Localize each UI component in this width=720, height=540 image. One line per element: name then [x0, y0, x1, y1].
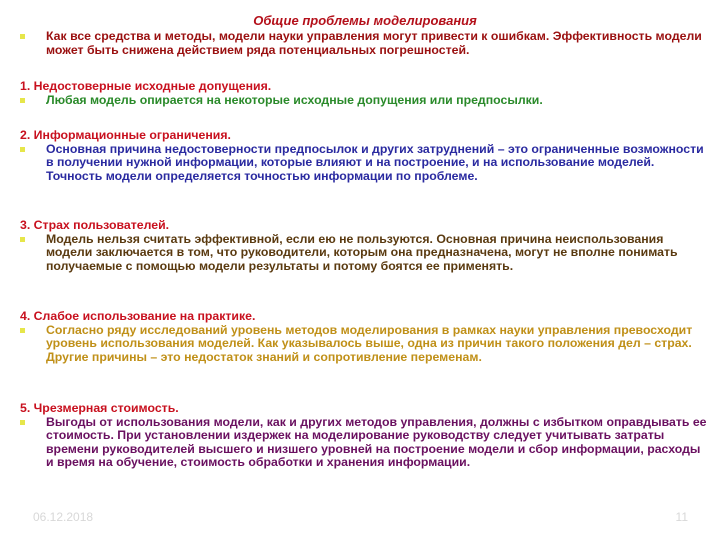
- section-5: [20, 402, 710, 470]
- section-heading: 4. Слабое использование на практике.: [20, 309, 256, 323]
- bullet-icon: [20, 237, 25, 242]
- section-text: Модель нельзя считать эффективной, если ею не пользуются. Основная причина неиспользования модели заключается в том, что руководители, которым она предназначена, могут не вполне понимать получаемые с помощью модели результаты и потому боятся ее применять.: [46, 231, 678, 273]
- section-3: [20, 219, 710, 273]
- bullet-icon: [20, 147, 25, 152]
- section-text: Любая модель опирается на некоторые исходные допущения или предпосылки.: [46, 92, 543, 107]
- section-4: [20, 310, 710, 364]
- section-heading: 5. Чрезмерная стоимость.: [20, 401, 179, 415]
- intro-block: [20, 30, 710, 57]
- section-heading: 2. Информационные ограничения.: [20, 128, 231, 142]
- bullet-icon: [20, 98, 25, 103]
- page-number: 11: [675, 510, 688, 524]
- section-text: Согласно ряду исследований уровень методов моделирования в рамках науки управления превосходит уровень использования моделей. Как указывалось выше, одна из причин такого положения дел – страх. Другие причины – это недостаток знаний и сопротивление переменам.: [46, 322, 693, 364]
- bullet-icon: [20, 328, 25, 333]
- bullet-icon: [20, 420, 25, 425]
- section-1: [20, 80, 710, 107]
- bullet-icon: [20, 34, 25, 39]
- intro-text: Как все средства и методы, модели науки управления могут привести к ошибкам. Эффективность модели может быть снижена действием ряда потенциальных погрешностей.: [46, 29, 702, 57]
- section-text: Выгоды от использования модели, как и других методов управления, должны с избытком оправдывать ее стоимость. При установлении издержек на моделирование руководству следует учитывать затраты времени руководителей высшего и низшего уровней на построение модели и сбор информации, расходы и время на обучение, стоимость обработки и хранения информации.: [46, 414, 707, 470]
- section-heading: 1. Недостоверные исходные допущения.: [20, 79, 272, 93]
- slide-title: Общие проблемы моделирования: [253, 13, 477, 28]
- section-heading: 3. Страх пользователей.: [20, 218, 170, 232]
- section-text: Основная причина недостоверности предпосылок и других затруднений – это ограниченные возможности в получении нужной информации, которые влияют и на построение, и на использование моделей. Точность модели определяется точностью информации по проблеме.: [46, 141, 704, 183]
- section-2: [20, 129, 710, 183]
- footer-date: 06.12.2018: [33, 510, 94, 524]
